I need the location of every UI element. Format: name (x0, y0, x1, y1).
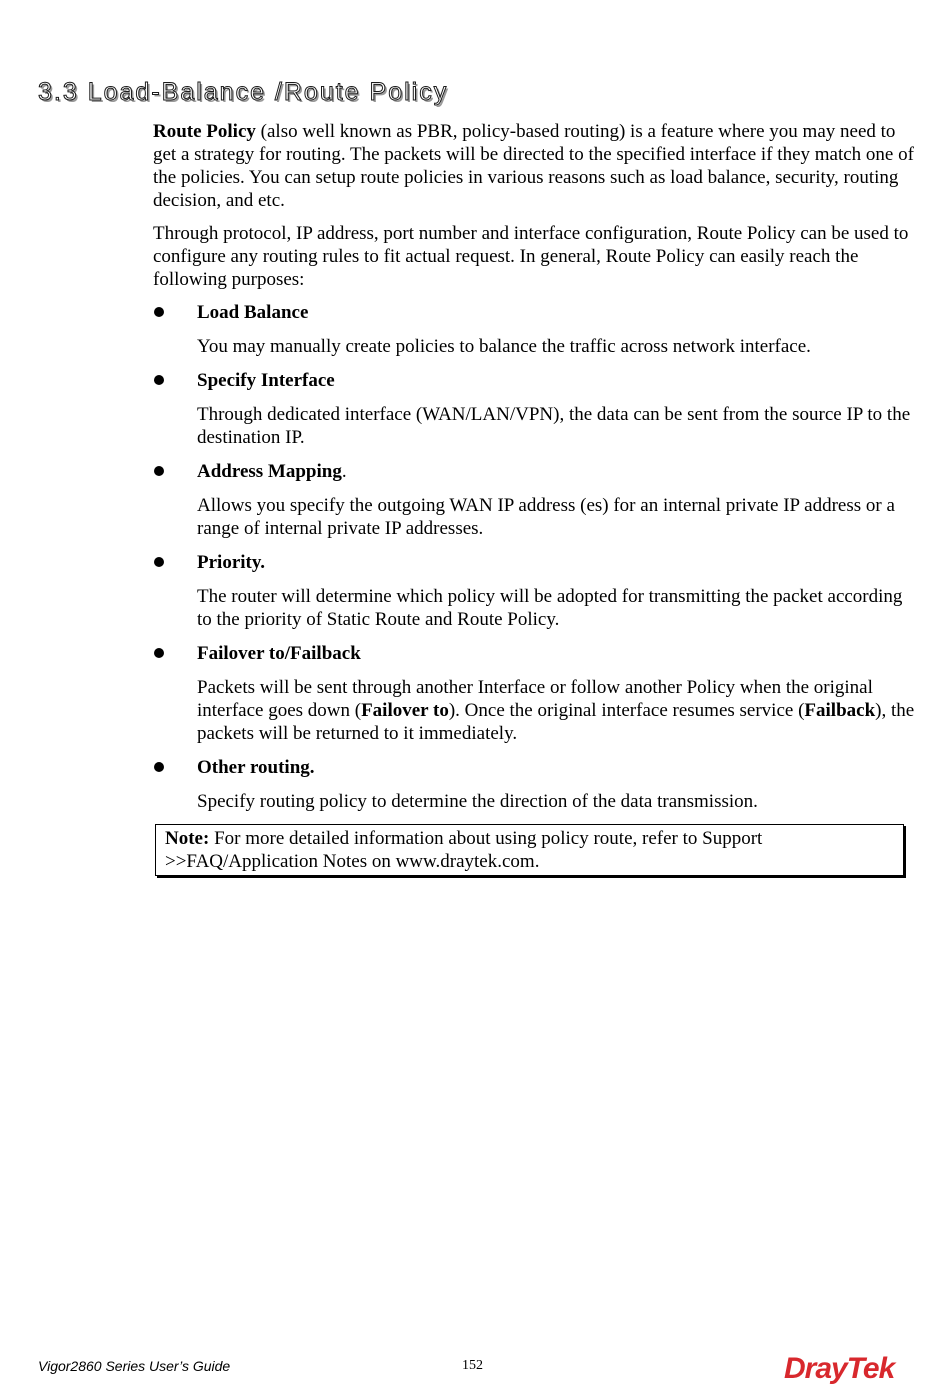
description-text: ). Once the original interface resumes service ( (448, 700, 805, 721)
list-item-heading: Address Mapping (197, 461, 342, 482)
note-text: For more detailed information about using policy route, refer to Support >>FAQ/Application Notes on www.draytek.com. (165, 828, 763, 872)
failback-term: Failback (804, 700, 876, 721)
purpose-list (153, 301, 915, 813)
bullet-icon (154, 557, 164, 567)
bullet-icon (154, 375, 164, 385)
note-label: Note: (165, 828, 210, 849)
bullet-icon (154, 648, 164, 658)
list-item-description: Specify routing policy to determine the direction of the data transmission. (197, 791, 758, 812)
intro-paragraph-1 (153, 120, 915, 212)
description-text: ), the packets will be returned to it immediately. (197, 700, 915, 744)
list-item-specify-interface (153, 369, 915, 449)
intro-paragraph-2: Through protocol, IP address, port number and interface configuration, Route Policy can be used to configure any routing rules to fit actual request. In general, Route Policy can easily reach the following purposes: (153, 223, 909, 290)
list-item-heading: Load Balance (197, 302, 309, 323)
list-item-load-balance (153, 301, 915, 358)
failover-term: Failover to (361, 700, 449, 721)
list-item-address-mapping (153, 460, 915, 540)
list-item-heading-wrap (197, 460, 915, 483)
list-item-heading: Failover to/Failback (197, 643, 361, 664)
note-box (155, 824, 904, 876)
intro-paragraph-1-text: (also well known as PBR, policy-based routing) is a feature where you may need to get a strategy for routing. The packets will be directed to the specified interface if they match one of the policies. You can setup route policies in various reasons such as load balance, security, routing decision, and etc. (153, 121, 914, 211)
draytek-logo: DrayTek (784, 1352, 895, 1385)
page-number: 152 (462, 1358, 483, 1373)
list-item-other-routing (153, 756, 915, 813)
list-item-heading-period: . (341, 461, 347, 482)
list-item-heading: Specify Interface (197, 370, 335, 391)
footer-guide-title: Vigor2860 Series User’s Guide (38, 1358, 231, 1374)
section-title: 3.3 Load-Balance /Route Policy (38, 78, 449, 106)
main-content (153, 120, 915, 876)
list-item-heading: Other routing. (197, 757, 315, 778)
list-item-description: The router will determine which policy will be adopted for transmitting the packet according to the priority of Static Route and Route Policy. (197, 586, 903, 630)
list-item-description: Allows you specify the outgoing WAN IP address (es) for an internal private IP address or a range of internal private IP addresses. (197, 495, 895, 539)
description-text: Packets will be sent through another Interface or follow another Policy when the original interface goes down ( (197, 677, 873, 721)
bullet-icon (154, 307, 164, 317)
list-item-failover (153, 642, 915, 745)
list-item-priority (153, 551, 915, 631)
bullet-icon (154, 466, 164, 476)
bullet-icon (154, 762, 164, 772)
list-item-description: Through dedicated interface (WAN/LAN/VPN), the data can be sent from the source IP to the destination IP. (197, 404, 911, 448)
list-item-heading: Priority. (197, 552, 266, 573)
route-policy-term: Route Policy (153, 121, 256, 142)
list-item-description: You may manually create policies to balance the traffic across network interface. (197, 336, 811, 357)
list-item-description (197, 676, 915, 745)
